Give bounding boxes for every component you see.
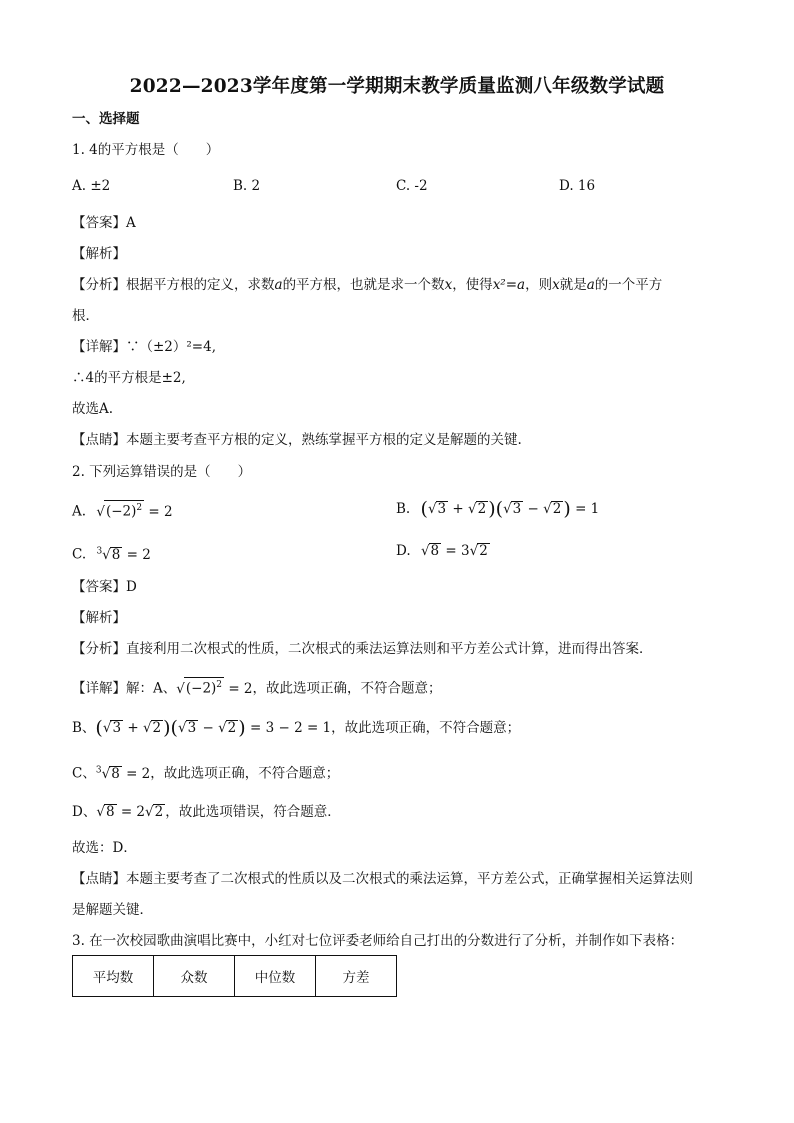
q1-answer: 【答案】A — [72, 215, 136, 231]
formula: √8 = 2√2 — [96, 804, 164, 820]
q1-choose: 故选A. — [72, 401, 114, 417]
text: 本题主要考查了二次根式的性质以及二次根式的乘法运算，平方差公式，正确掌握相关运算法则 — [126, 871, 693, 887]
q2-option-b — [396, 500, 599, 518]
var-a: a — [586, 277, 595, 293]
stats-table — [72, 955, 397, 997]
q3-stem: 3. 在一次校园歌曲演唱比赛中，小红对七位评委老师给自己打出的分数进行了分析，并制作如下表格： — [72, 933, 684, 949]
formula: (√3 + √2 )(√3 − √2 ) = 1 — [420, 498, 600, 520]
analysis-tag: 【分析】 — [72, 277, 126, 293]
formula: (√3 + √2 )(√3 − √2 ) = 3 − 2 = 1 — [95, 717, 332, 739]
text: ，则 — [525, 277, 553, 293]
q2-stem: 2. 下列运算错误的是（ ） — [72, 464, 252, 480]
text: 就是 — [559, 277, 587, 293]
table-header-cell: 方差 — [316, 956, 397, 997]
page-title: 2022—2023学年度第一学期期末教学质量监测八年级数学试题 — [129, 76, 665, 97]
text: 解：A、 — [126, 680, 177, 697]
formula: √8 = 3√2 — [420, 543, 488, 559]
text: ，使得 — [452, 277, 493, 293]
text: 的一个平方 — [594, 277, 663, 293]
q2-option-d — [396, 542, 490, 560]
q1-option-b: B. 2 — [233, 178, 261, 194]
option-label: B. — [396, 501, 411, 517]
q2-analysis — [72, 640, 653, 658]
text: 直接利用二次根式的性质，二次根式的乘法运算法则和平方差公式计算，进而得出答案． — [126, 641, 653, 657]
q1-jiexi: 【解析】 — [72, 246, 126, 262]
q1-detail2: ∴4的平方根是±2, — [72, 370, 186, 386]
q2-jiexi: 【解析】 — [72, 610, 126, 626]
text: B、 — [72, 720, 96, 736]
q2-option-a — [72, 500, 173, 521]
section-heading: 一、选择题 — [72, 111, 140, 127]
q1-comment — [72, 431, 522, 449]
table-header-cell: 中位数 — [235, 956, 316, 997]
option-label: A. — [72, 503, 87, 520]
q2-detail-b — [72, 719, 520, 737]
q2-comment — [72, 870, 693, 888]
text: ∵（±2）²=4, — [126, 339, 217, 355]
q2-choose: 故选：D． — [72, 840, 137, 856]
comment-tag: 【点睛】 — [72, 432, 126, 448]
q2-option-c — [72, 542, 151, 564]
formula: $√(-2)^2 = 2$ — [176, 681, 252, 697]
q1-option-a: A. ±2 — [72, 178, 111, 194]
formula: $^3$√8 = 2 — [95, 765, 151, 782]
q1-stem: 1. 4的平方根是（ ） — [72, 142, 220, 158]
detail-tag: 【详解】 — [72, 339, 126, 355]
var-a: a — [274, 277, 283, 293]
q2-detail-c — [72, 761, 339, 783]
q1-analysis — [72, 276, 662, 294]
text: 根据平方根的定义，求数 — [126, 277, 275, 293]
text: 的平方根，也就是求一个数 — [282, 277, 445, 293]
table-header-cell: 平均数 — [73, 956, 154, 997]
q1-option-d: D. 16 — [559, 178, 596, 194]
equation: x²=a — [492, 277, 526, 293]
q2-detail-a — [72, 677, 442, 698]
formula: $√(-2)^2 = 2$ — [96, 504, 172, 520]
table-header-cell: 众数 — [154, 956, 235, 997]
option-label: D. — [396, 543, 411, 559]
q2-answer: 【答案】D — [72, 579, 137, 595]
q1-analysis-line2: 根． — [72, 308, 99, 324]
text: C、 — [72, 765, 96, 782]
text: ，故此选项正确，不符合题意； — [331, 720, 521, 736]
q2-detail-d — [72, 803, 341, 821]
text: ，故此选项正确，不符合题意； — [252, 680, 442, 697]
text: 本题主要考查平方根的定义，熟练掌握平方根的定义是解题的关键. — [126, 432, 522, 448]
formula: $^3$√8 = 2 — [96, 546, 151, 563]
table-row — [73, 956, 397, 997]
comment-tag: 【点睛】 — [72, 871, 126, 887]
detail-tag: 【详解】 — [72, 680, 126, 697]
text: ，故此选项正确，不符合题意； — [150, 765, 340, 782]
option-label: C. — [72, 546, 87, 563]
var-x: x — [552, 277, 560, 293]
q1-detail — [72, 338, 216, 356]
var-x: x — [444, 277, 453, 293]
q2-comment-line2: 是解题关键． — [72, 902, 153, 918]
analysis-tag: 【分析】 — [72, 641, 126, 657]
text: ，故此选项错误，符合题意． — [165, 804, 341, 820]
text: D、 — [72, 804, 97, 820]
q1-option-c: C. -2 — [396, 178, 428, 194]
